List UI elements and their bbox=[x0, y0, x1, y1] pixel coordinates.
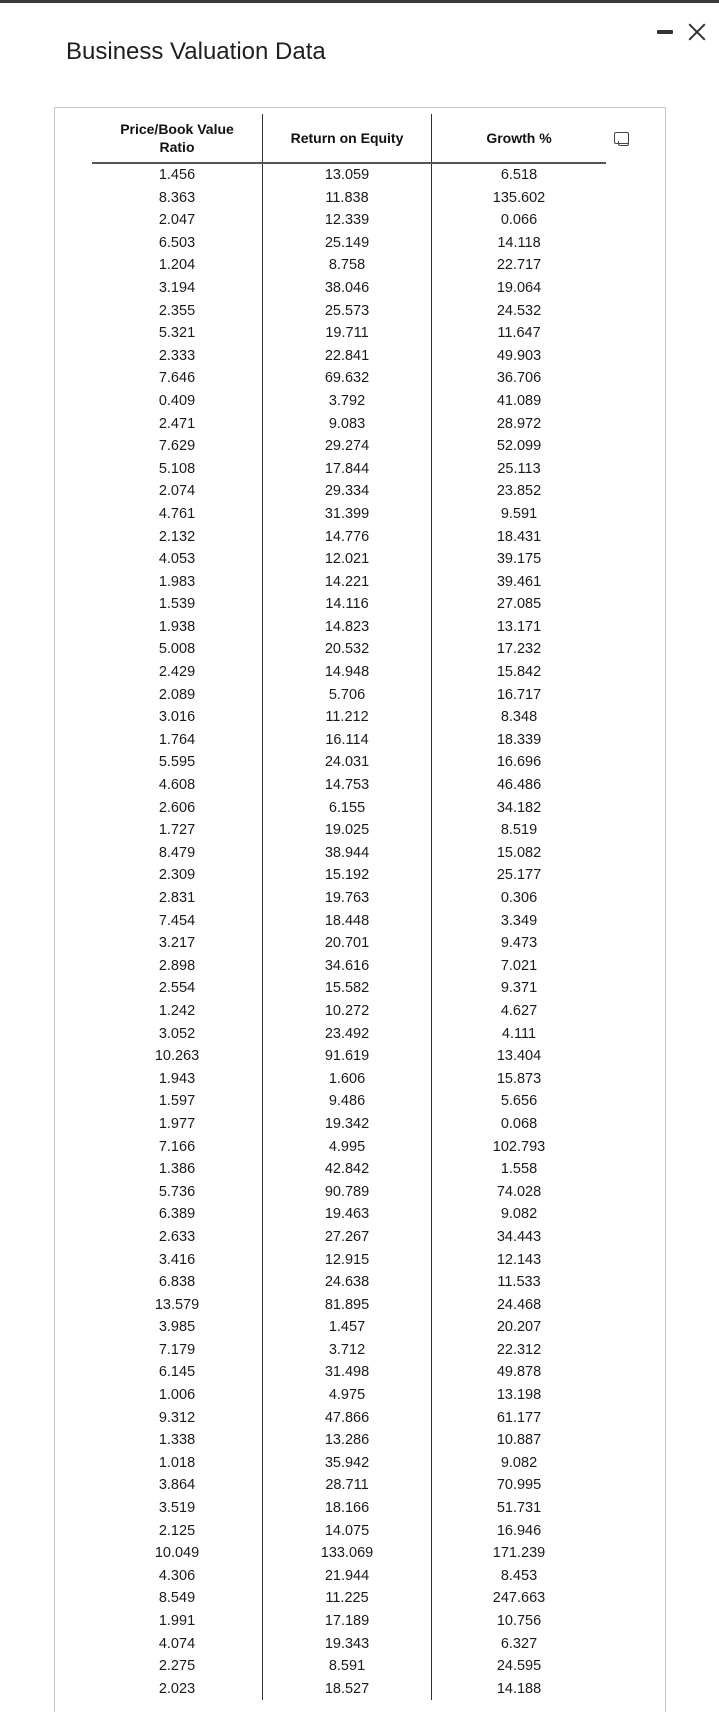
table-cell: 19.342 bbox=[324, 1115, 370, 1132]
table-cell: 38.046 bbox=[324, 279, 370, 296]
table-cell: 18.431 bbox=[496, 528, 542, 545]
table-cell: 34.182 bbox=[496, 799, 542, 816]
table-cell: 0.306 bbox=[500, 890, 538, 906]
table-cell: 1.456 bbox=[158, 167, 196, 183]
table-cell: 2.554 bbox=[158, 980, 196, 997]
table-cell: 41.089 bbox=[496, 392, 542, 409]
table-cell: 24.031 bbox=[324, 754, 370, 771]
table-cell: 171.239 bbox=[492, 1545, 546, 1562]
table-cell: 11.212 bbox=[325, 709, 369, 726]
table-cell: 19.711 bbox=[325, 325, 369, 342]
table-cell: 23.852 bbox=[496, 483, 542, 500]
table-cell: 1.597 bbox=[158, 1093, 196, 1110]
top-border bbox=[0, 0, 719, 3]
table-cell: 15.842 bbox=[496, 664, 542, 681]
table-cell: 2.125 bbox=[158, 1522, 196, 1539]
table-cell: 36.706 bbox=[496, 370, 542, 387]
table-cell: 8.758 bbox=[328, 257, 366, 274]
table-cell: 35.942 bbox=[324, 1454, 370, 1471]
table-cell: 16.696 bbox=[496, 754, 542, 771]
table-cell: 9.083 bbox=[328, 415, 366, 432]
table-cell: 14.188 bbox=[496, 1680, 542, 1697]
table-cell: 19.463 bbox=[324, 1206, 370, 1223]
column-header-growth: Growth % bbox=[486, 130, 552, 146]
table-cell: 61.177 bbox=[496, 1409, 542, 1426]
table-cell: 69.632 bbox=[324, 370, 370, 387]
table-cell: 24.638 bbox=[324, 1274, 370, 1291]
table-cell: 3.712 bbox=[328, 1341, 366, 1358]
table-cell: 25.573 bbox=[324, 302, 370, 319]
table-cell: 5.008 bbox=[158, 641, 196, 658]
table-cell: 6.518 bbox=[500, 167, 538, 183]
table-cell: 0.066 bbox=[500, 212, 538, 229]
table-cell: 13.171 bbox=[496, 618, 542, 635]
table-cell: 1.943 bbox=[158, 1070, 196, 1087]
table-cell: 27.267 bbox=[324, 1228, 370, 1245]
table-cell: 2.333 bbox=[158, 347, 196, 364]
table-cell: 5.656 bbox=[500, 1093, 538, 1110]
table-cell: 4.074 bbox=[158, 1635, 196, 1652]
table-cell: 12.915 bbox=[324, 1251, 370, 1268]
table-cell: 1.006 bbox=[158, 1387, 196, 1404]
table-cell: 7.179 bbox=[158, 1341, 196, 1358]
table-cell: 4.608 bbox=[158, 777, 196, 794]
table-cell: 38.944 bbox=[324, 844, 370, 861]
table-cell: 1.338 bbox=[158, 1432, 196, 1449]
table-cell: 8.479 bbox=[158, 844, 196, 861]
table-cell: 18.166 bbox=[324, 1500, 370, 1517]
table-cell: 4.761 bbox=[158, 505, 196, 522]
table-cell: 39.175 bbox=[496, 551, 542, 568]
table-cell: 11.647 bbox=[497, 325, 541, 342]
table-cell: 27.085 bbox=[496, 596, 542, 613]
table-cell: 14.075 bbox=[324, 1522, 370, 1539]
table-cell: 6.503 bbox=[158, 234, 196, 251]
table-body bbox=[92, 164, 606, 1700]
table-cell: 1.727 bbox=[158, 822, 196, 839]
table-cell: 20.701 bbox=[324, 935, 370, 952]
table-cell: 9.082 bbox=[500, 1454, 538, 1471]
table-cell: 2.023 bbox=[158, 1680, 196, 1697]
table-cell: 3.217 bbox=[158, 935, 196, 952]
table-cell: 9.473 bbox=[500, 935, 538, 952]
table-cell: 6.327 bbox=[500, 1635, 538, 1652]
table-cell: 1.983 bbox=[158, 573, 196, 590]
table-cell: 5.736 bbox=[158, 1183, 196, 1200]
table-cell: 102.793 bbox=[492, 1138, 546, 1155]
table-cell: 25.149 bbox=[324, 234, 370, 251]
table-cell: 31.498 bbox=[324, 1364, 370, 1381]
table-cell: 15.192 bbox=[324, 867, 370, 884]
table-cell: 3.864 bbox=[158, 1477, 196, 1494]
table-cell: 74.028 bbox=[496, 1183, 542, 1200]
column-header-price-book: Price/Book Value Ratio bbox=[120, 121, 234, 155]
table-cell: 6.838 bbox=[158, 1274, 196, 1291]
table-cell: 1.539 bbox=[158, 596, 196, 613]
table-cell: 2.429 bbox=[158, 664, 196, 681]
column-price-book bbox=[92, 164, 262, 1700]
table-cell: 46.486 bbox=[496, 777, 542, 794]
table-cell: 16.114 bbox=[325, 731, 369, 748]
table-cell: 25.177 bbox=[496, 867, 542, 884]
table-cell: 1.386 bbox=[158, 1161, 196, 1178]
table-cell: 5.321 bbox=[158, 325, 196, 342]
table-cell: 4.053 bbox=[158, 551, 196, 568]
table-cell: 11.533 bbox=[497, 1274, 541, 1291]
table-cell: 3.349 bbox=[500, 912, 538, 929]
table-cell: 9.486 bbox=[328, 1093, 366, 1110]
table-cell: 1.977 bbox=[158, 1115, 196, 1132]
table-cell: 49.903 bbox=[496, 347, 542, 364]
table-cell: 2.132 bbox=[158, 528, 196, 545]
table-cell: 29.334 bbox=[324, 483, 370, 500]
table-cell: 13.286 bbox=[324, 1432, 370, 1449]
table-cell: 18.448 bbox=[324, 912, 370, 929]
table-cell: 39.461 bbox=[496, 573, 542, 590]
column-growth bbox=[432, 164, 606, 1700]
table-cell: 6.145 bbox=[158, 1364, 196, 1381]
table-cell: 7.454 bbox=[158, 912, 196, 929]
table-cell: 17.232 bbox=[496, 641, 542, 658]
table-cell: 8.591 bbox=[328, 1658, 366, 1675]
table-cell: 10.049 bbox=[154, 1545, 200, 1562]
table-cell: 22.312 bbox=[496, 1341, 542, 1358]
table-cell: 18.527 bbox=[324, 1680, 370, 1697]
table-cell: 90.789 bbox=[324, 1183, 370, 1200]
table-cell: 19.763 bbox=[324, 890, 370, 906]
table-cell: 135.602 bbox=[492, 189, 546, 206]
table-cell: 7.021 bbox=[500, 957, 538, 974]
table-cell: 1.242 bbox=[158, 1002, 196, 1019]
table-cell: 2.089 bbox=[158, 686, 196, 703]
window-controls bbox=[657, 18, 709, 46]
table-cell: 25.113 bbox=[497, 460, 541, 477]
table-cell: 5.706 bbox=[328, 686, 366, 703]
copy-icon[interactable] bbox=[614, 132, 629, 144]
table-cell: 3.519 bbox=[158, 1500, 196, 1517]
table-cell: 1.938 bbox=[158, 618, 196, 635]
table-cell: 17.189 bbox=[324, 1613, 370, 1629]
table-cell: 14.823 bbox=[324, 618, 370, 635]
close-icon[interactable] bbox=[685, 20, 709, 44]
table-cell: 2.275 bbox=[158, 1658, 196, 1675]
table-cell: 9.082 bbox=[500, 1206, 538, 1223]
table-cell: 34.616 bbox=[324, 957, 370, 974]
table-cell: 3.194 bbox=[158, 279, 196, 296]
table-cell: 16.717 bbox=[496, 686, 542, 703]
table-cell: 19.064 bbox=[496, 279, 542, 296]
table-cell: 91.619 bbox=[324, 1048, 370, 1065]
table-cell: 24.532 bbox=[496, 302, 542, 319]
table-cell: 49.878 bbox=[496, 1364, 542, 1381]
table-cell: 2.633 bbox=[158, 1228, 196, 1245]
table-cell: 81.895 bbox=[324, 1296, 370, 1313]
table-cell: 20.532 bbox=[324, 641, 370, 658]
table-cell: 10.756 bbox=[496, 1613, 542, 1629]
table-cell: 1.457 bbox=[328, 1319, 366, 1336]
table-cell: 12.021 bbox=[324, 551, 370, 568]
table-cell: 3.016 bbox=[158, 709, 196, 726]
table-cell: 1.764 bbox=[158, 731, 196, 748]
table-cell: 8.453 bbox=[500, 1567, 538, 1584]
table-cell: 8.363 bbox=[158, 189, 196, 206]
table-cell: 6.155 bbox=[328, 799, 366, 816]
table-cell: 2.074 bbox=[158, 483, 196, 500]
table-cell: 4.975 bbox=[328, 1387, 366, 1404]
table-cell: 8.348 bbox=[500, 709, 538, 726]
table-cell: 15.082 bbox=[496, 844, 542, 861]
table-cell: 52.099 bbox=[496, 438, 542, 455]
table-cell: 3.052 bbox=[158, 1025, 196, 1042]
table-cell: 5.595 bbox=[158, 754, 196, 771]
table-cell: 14.221 bbox=[324, 573, 370, 590]
table-cell: 1.606 bbox=[328, 1070, 366, 1087]
table-header bbox=[92, 114, 606, 164]
table-cell: 10.263 bbox=[154, 1048, 200, 1065]
table-cell: 2.606 bbox=[158, 799, 196, 816]
table-cell: 7.646 bbox=[158, 370, 196, 387]
table-cell: 8.549 bbox=[158, 1590, 196, 1607]
table-cell: 3.416 bbox=[158, 1251, 196, 1268]
table-cell: 2.047 bbox=[158, 212, 196, 229]
table-cell: 4.995 bbox=[328, 1138, 366, 1155]
table-cell: 0.068 bbox=[500, 1115, 538, 1132]
table-cell: 2.309 bbox=[158, 867, 196, 884]
table-cell: 1.018 bbox=[158, 1454, 196, 1471]
table-cell: 24.468 bbox=[496, 1296, 542, 1313]
table-cell: 12.143 bbox=[496, 1251, 542, 1268]
table-cell: 42.842 bbox=[324, 1161, 370, 1178]
column-return-on-equity bbox=[262, 164, 432, 1700]
table-cell: 7.629 bbox=[158, 438, 196, 455]
table-cell: 133.069 bbox=[320, 1545, 374, 1562]
table-cell: 4.306 bbox=[158, 1567, 196, 1584]
table-cell: 5.108 bbox=[158, 460, 196, 477]
table-cell: 34.443 bbox=[496, 1228, 542, 1245]
table-cell: 31.399 bbox=[324, 505, 370, 522]
column-header-return-on-equity: Return on Equity bbox=[262, 114, 432, 162]
table-cell: 9.371 bbox=[500, 980, 538, 997]
data-table bbox=[92, 114, 606, 1700]
table-cell: 29.274 bbox=[324, 438, 370, 455]
table-cell: 14.118 bbox=[497, 234, 541, 251]
table-cell: 11.838 bbox=[325, 189, 369, 206]
table-cell: 18.339 bbox=[496, 731, 542, 748]
table-cell: 19.025 bbox=[324, 822, 370, 839]
table-cell: 22.841 bbox=[324, 347, 370, 364]
table-cell: 13.579 bbox=[154, 1296, 200, 1313]
table-cell: 21.944 bbox=[324, 1567, 370, 1584]
table-cell: 15.582 bbox=[324, 980, 370, 997]
table-cell: 9.591 bbox=[500, 505, 538, 522]
table-cell: 7.166 bbox=[158, 1138, 196, 1155]
table-cell: 0.409 bbox=[158, 392, 196, 409]
table-cell: 12.339 bbox=[324, 212, 370, 229]
table-cell: 2.831 bbox=[158, 890, 196, 906]
table-cell: 13.198 bbox=[496, 1387, 542, 1404]
minimize-icon[interactable] bbox=[657, 30, 673, 34]
table-cell: 23.492 bbox=[324, 1025, 370, 1042]
table-cell: 4.627 bbox=[500, 1002, 538, 1019]
table-cell: 16.946 bbox=[496, 1522, 542, 1539]
table-cell: 3.792 bbox=[328, 392, 366, 409]
table-cell: 28.972 bbox=[496, 415, 542, 432]
table-cell: 20.207 bbox=[496, 1319, 542, 1336]
table-cell: 3.985 bbox=[158, 1319, 196, 1336]
table-cell: 13.404 bbox=[496, 1048, 542, 1065]
table-cell: 1.204 bbox=[158, 257, 196, 274]
table-cell: 8.519 bbox=[500, 822, 538, 839]
dialog-title: Business Valuation Data bbox=[66, 38, 326, 65]
table-cell: 70.995 bbox=[496, 1477, 542, 1494]
table-cell: 14.116 bbox=[325, 596, 369, 613]
table-cell: 10.887 bbox=[496, 1432, 542, 1449]
table-cell: 14.753 bbox=[324, 777, 370, 794]
table-cell: 6.389 bbox=[158, 1206, 196, 1223]
table-cell: 47.866 bbox=[324, 1409, 370, 1426]
table-cell: 9.312 bbox=[158, 1409, 196, 1426]
table-cell: 247.663 bbox=[492, 1590, 546, 1607]
table-cell: 10.272 bbox=[324, 1002, 370, 1019]
table-cell: 17.844 bbox=[324, 460, 370, 477]
table-cell: 1.991 bbox=[158, 1613, 196, 1629]
table-cell: 4.111 bbox=[501, 1025, 537, 1042]
table-cell: 51.731 bbox=[496, 1500, 542, 1517]
table-cell: 24.595 bbox=[496, 1658, 542, 1675]
table-cell: 2.898 bbox=[158, 957, 196, 974]
table-cell: 11.225 bbox=[325, 1590, 369, 1607]
table-cell: 1.558 bbox=[500, 1161, 538, 1178]
table-cell: 28.711 bbox=[325, 1477, 369, 1494]
table-cell: 2.355 bbox=[158, 302, 196, 319]
table-cell: 19.343 bbox=[324, 1635, 370, 1652]
table-cell: 14.948 bbox=[324, 664, 370, 681]
table-cell: 13.059 bbox=[324, 167, 370, 183]
table-cell: 22.717 bbox=[496, 257, 542, 274]
data-panel bbox=[54, 107, 666, 1712]
table-cell: 2.471 bbox=[158, 415, 196, 432]
table-cell: 14.776 bbox=[324, 528, 370, 545]
table-cell: 15.873 bbox=[496, 1070, 542, 1087]
